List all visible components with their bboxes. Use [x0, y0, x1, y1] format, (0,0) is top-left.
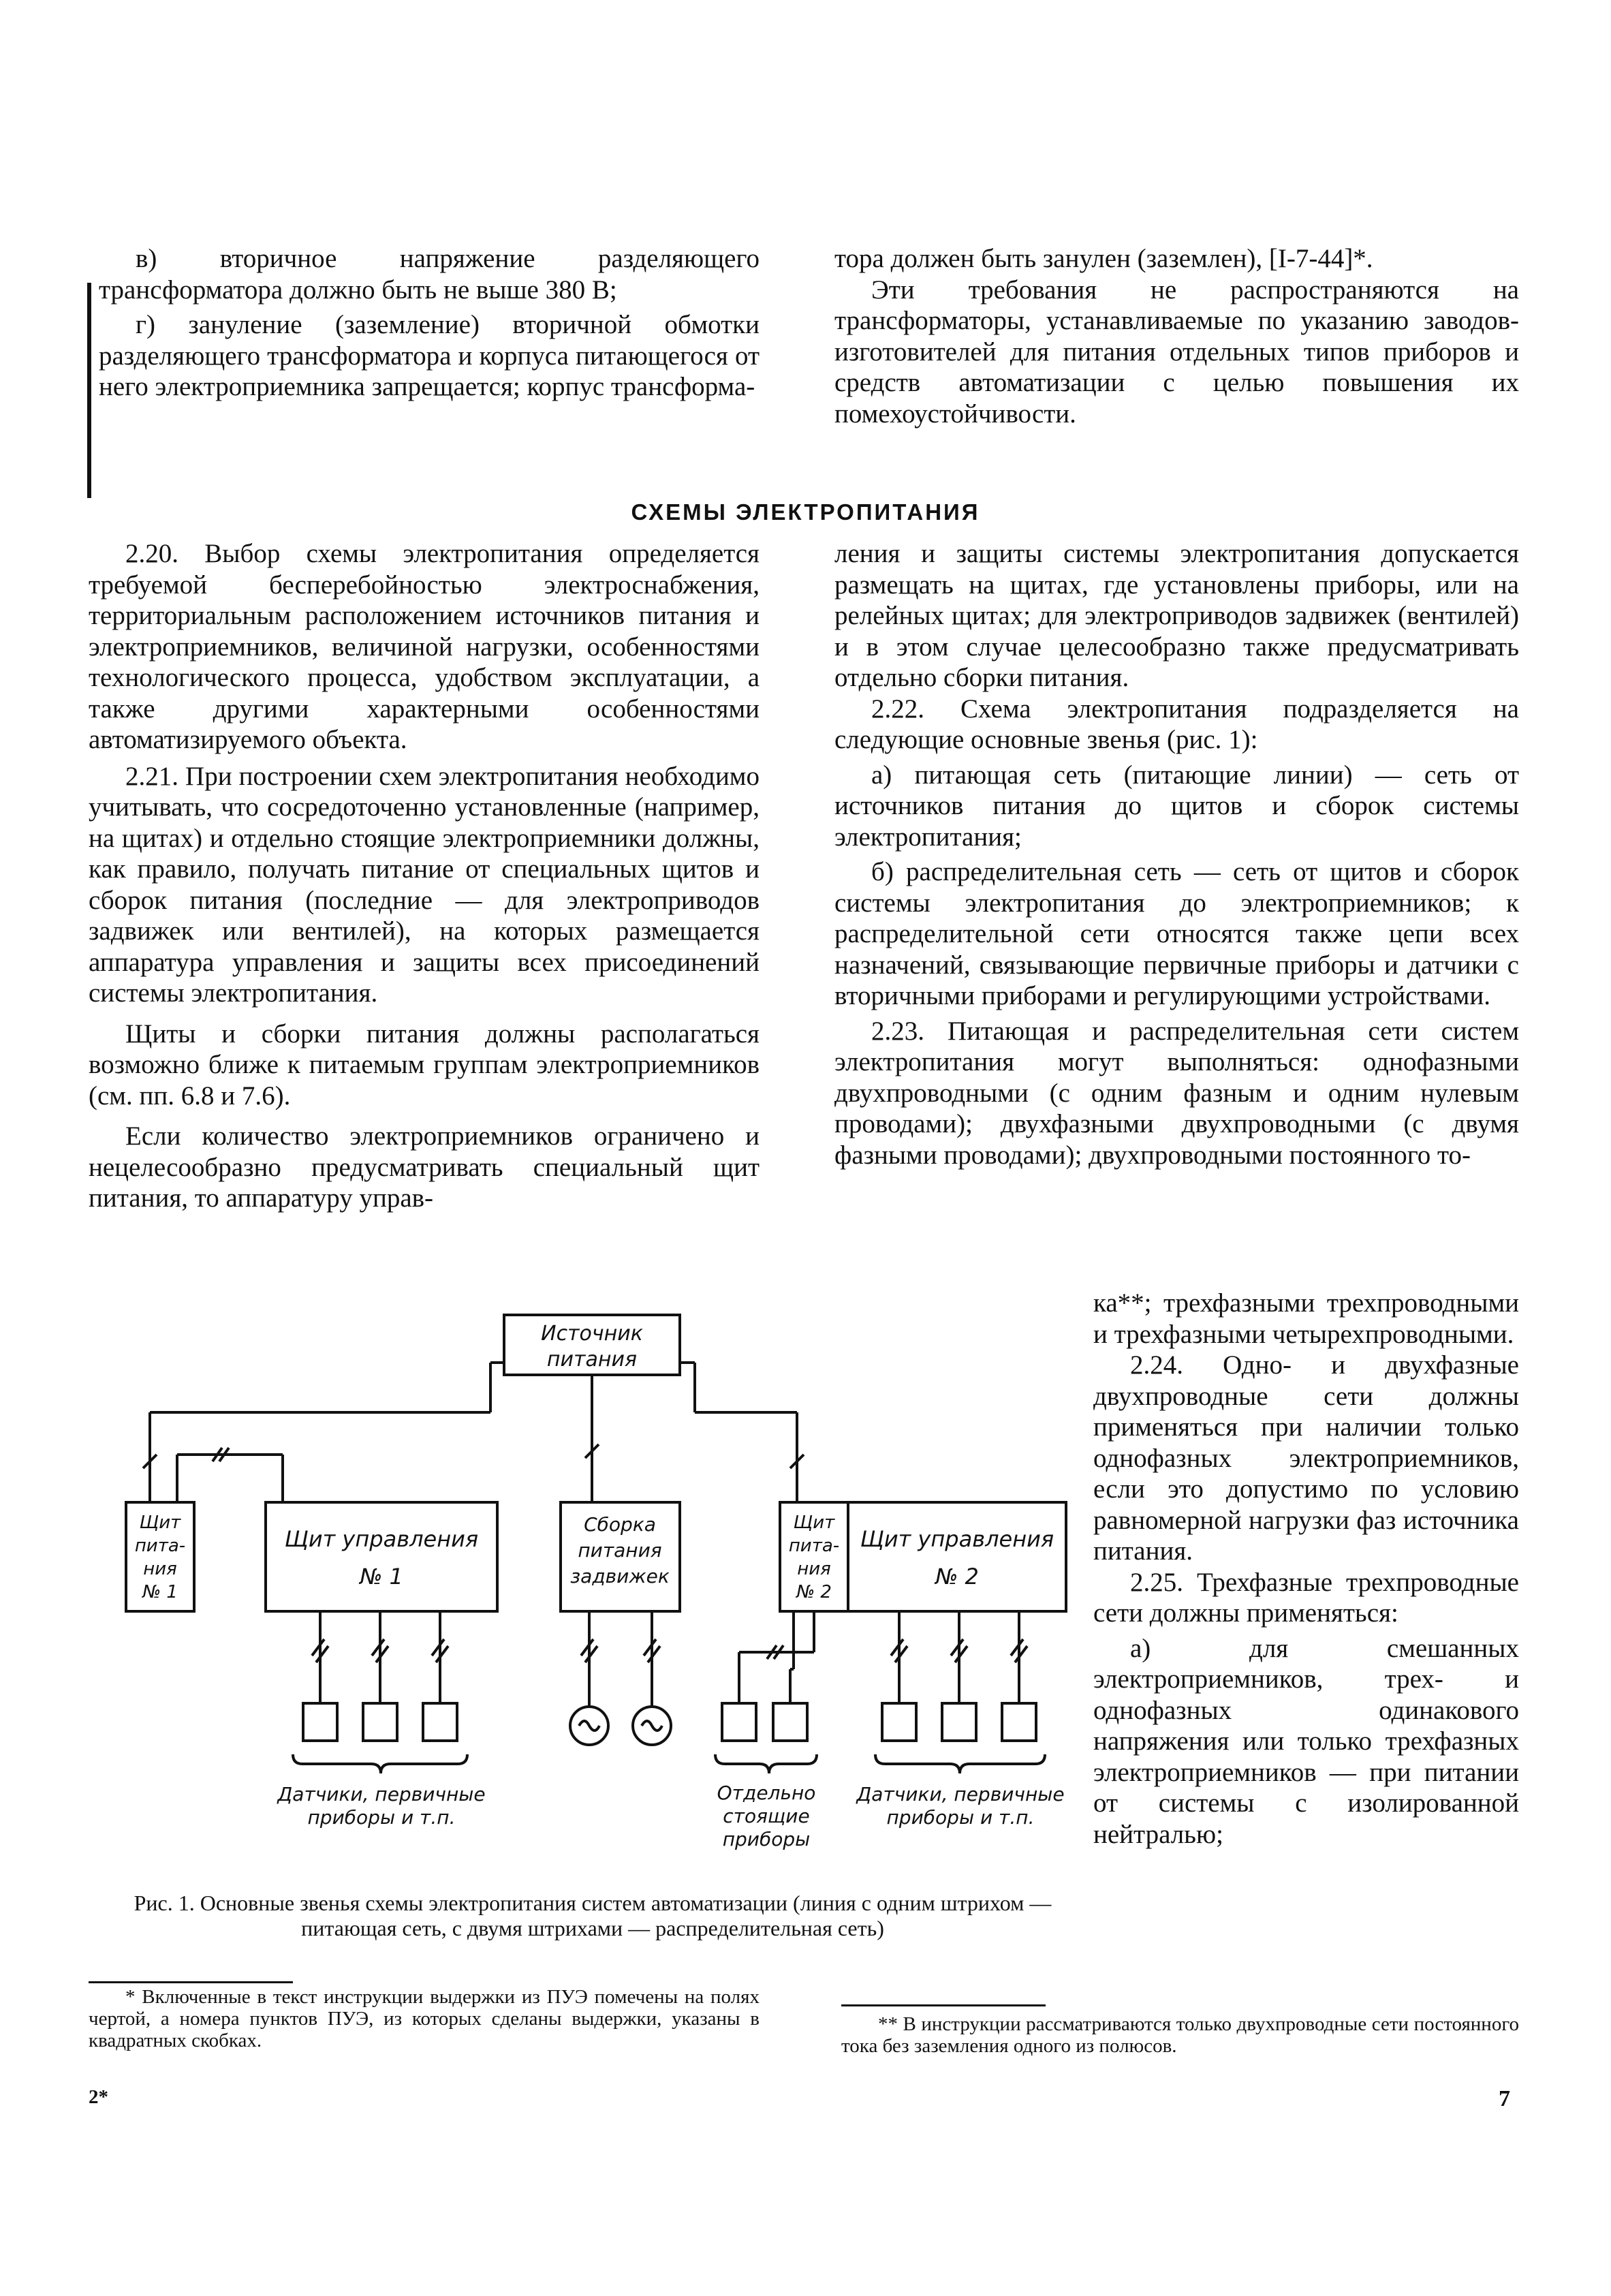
paragraph: а) питающая сеть (питающие линии) — сеть от источников питания до щитов и сборок системы электропитания;	[834, 760, 1519, 852]
paragraph: б) распределительная сеть — сеть от щитов и сборок системы электропитания до электроприемников; к распределительной сети относятся также цепи всех назначений, связывающие первичные приборы и датчики с вторичными приборами и регулирующими устройствами.	[834, 857, 1519, 1010]
footnote-left	[89, 1986, 760, 2051]
assembly-label: питания	[578, 1539, 662, 1562]
paragraph: тора должен быть занулен (заземлен), [I-7-44]*.	[834, 244, 1373, 273]
paragraph: Если количество электроприемников ограничено и нецелесообразно предусматривать специальный щит питания, то аппаратуру управ-	[89, 1121, 760, 1213]
paragraph: 2.20. Выбор схемы электропитания определяется требуемой бесперебойностью электроснабжения, территориальным расположением источников питания и электроприемников, величиной нагрузки, особенностями технологического процесса, удобством эксплуатации, а также другими характерными особенностями автоматизируемого объекта.	[89, 539, 760, 754]
footnote-right	[841, 2013, 1519, 2057]
paragraph: ления и защиты системы электропитания допускается размещать на щитах, где установлены приборы, или на релейных щитах; для электроприводов задвижек (вентилей) и в этом случае целесообразно также предусматривать отдельно сборки питания.	[834, 539, 1519, 692]
group-brace	[293, 1754, 467, 1773]
sensors-1-label: приборы и т.п.	[307, 1806, 456, 1829]
standalone-label: стоящие	[723, 1805, 810, 1827]
left-column	[89, 538, 760, 1214]
right-narrow-column	[1093, 1288, 1519, 1850]
footnote-text: * Включенные в текст инструкции выдержки из ПУЭ помечены на полях чертой, а номера пунктов ПУЭ, из которых сделаны выдержки, указаны в квадратных скобках.	[89, 1986, 760, 2051]
paragraph: 2.24. Одно- и двухфазные двухпроводные сети должны применяться при наличии только однофазных электроприемников, если это допустимо по условию равномерной нагрузки фаз источника питания.	[1093, 1350, 1519, 1566]
control-1-label: Щит управления	[284, 1526, 479, 1552]
section-heading: СХЕМЫ ЭЛЕКТРОПИТАНИЯ	[631, 499, 980, 525]
standalone-label: приборы	[722, 1828, 811, 1850]
sensor-box	[942, 1703, 976, 1741]
paragraph: Щиты и сборки питания должны располагаться возможно ближе к питаемым группам электроприемников (см. пп. 6.8 и 7.6).	[89, 1019, 760, 1111]
paragraph: 2.25. Трехфазные трехпроводные сети должны применяться:	[1093, 1567, 1519, 1628]
sensors-2-label: Датчики, первичные	[856, 1783, 1065, 1805]
group-brace	[715, 1754, 817, 1773]
figure-caption: Рис. 1. Основные звенья схемы электропитания систем автоматизации (линия с одним штрихом — питающая сеть, с двумя штрихами — распределительная сеть)	[134, 1891, 1052, 1940]
sensors-1-label: Датчики, первичные	[277, 1783, 486, 1805]
paragraph: 2.21. При построении схем электропитания необходимо учитывать, что сосредоточенно установленные (например, на щитах) и отдельно стоящие электроприемники должны, как правило, получать питание от специальных щитов и сборок питания (последние — для электроприводов задвижек или вентилей), на которых размещается аппаратура управления и защиты всех присоединений системы электропитания.	[89, 761, 760, 1008]
panel-2-label: № 2	[796, 1582, 832, 1602]
standalone-device-box	[722, 1703, 756, 1741]
control-1-label: № 1	[360, 1564, 403, 1589]
paragraph: а) для смешанных электроприемников, трех- и однофазных одинакового напряжения или только трехфазных электроприемников — при питании от системы с изолированной нейтралью;	[1093, 1633, 1519, 1849]
sensor-box	[363, 1703, 397, 1741]
right-column	[834, 538, 1519, 1170]
source-label: питания	[546, 1348, 638, 1371]
paragraph: г) зануление (заземление) вторичной обмотки разделяющего трансформатора и корпуса питающегося от него электроприемника запрещается; корпус трансформа-	[99, 310, 760, 401]
panel-2-label: ния	[797, 1559, 831, 1579]
sensor-box	[1002, 1703, 1036, 1741]
footnote-text: ** В инструкции рассматриваются только двухпроводные сети постоянного тока без заземления одного из полюсов.	[841, 2013, 1519, 2057]
footnote-rule	[841, 2004, 1046, 2006]
assembly-label: Сборка	[584, 1513, 656, 1536]
paragraph: ка**; трехфазными трехпроводными и трехфазными четырехпроводными.	[1093, 1288, 1519, 1349]
signature-mark: 2*	[89, 2086, 108, 2108]
panel-2-label: Щит	[793, 1512, 835, 1533]
panel-1-label: ния	[143, 1559, 177, 1579]
panel-1-label: № 1	[142, 1582, 178, 1602]
control-2-label: № 2	[935, 1564, 979, 1589]
sensor-box	[882, 1703, 916, 1741]
excerpt-margin-bar	[87, 283, 91, 498]
power-supply-diagram	[109, 1312, 1076, 1870]
sensor-box	[303, 1703, 337, 1741]
footnote-rule	[89, 1981, 293, 1983]
top-right-block	[834, 243, 1519, 429]
paragraph: 2.23. Питающая и распределительная сети систем электропитания могут выполняться: однофазными двухпроводными (с одним фазным и одним нулевым проводами); двухфазными двухпроводными (с двумя фазными проводами); двухпроводными постоянного то-	[834, 1016, 1519, 1170]
panel-1-label: пита-	[134, 1536, 186, 1556]
sensor-box	[423, 1703, 457, 1741]
sensors-2-label: приборы и т.п.	[886, 1806, 1035, 1829]
group-brace	[875, 1754, 1045, 1773]
paragraph: Эти требования не распространяются на трансформаторы, устанавливаемые по указанию заводов-изготовителей для питания отдельных типов приборов и средств автоматизации с целью повышения их помехоустойчивости.	[834, 275, 1519, 429]
control-panel-2-box	[848, 1502, 1066, 1611]
control-2-label: Щит управления	[860, 1526, 1054, 1552]
panel-1-label: Щит	[139, 1512, 181, 1533]
standalone-label: Отдельно	[717, 1782, 816, 1804]
page-number: 7	[1499, 2086, 1510, 2111]
panel-2-label: пита-	[788, 1536, 840, 1556]
top-left-block	[99, 243, 760, 403]
source-label: Источник	[541, 1322, 643, 1346]
paragraph: 2.22. Схема электропитания подразделяется на следующие основные звенья (рис. 1):	[834, 694, 1519, 754]
standalone-device-box	[773, 1703, 807, 1741]
paragraph: в) вторичное напряжение разделяющего трансформатора должно быть не выше 380 В;	[99, 244, 760, 305]
control-panel-1-box	[266, 1502, 497, 1611]
assembly-label: задвижек	[570, 1565, 670, 1587]
